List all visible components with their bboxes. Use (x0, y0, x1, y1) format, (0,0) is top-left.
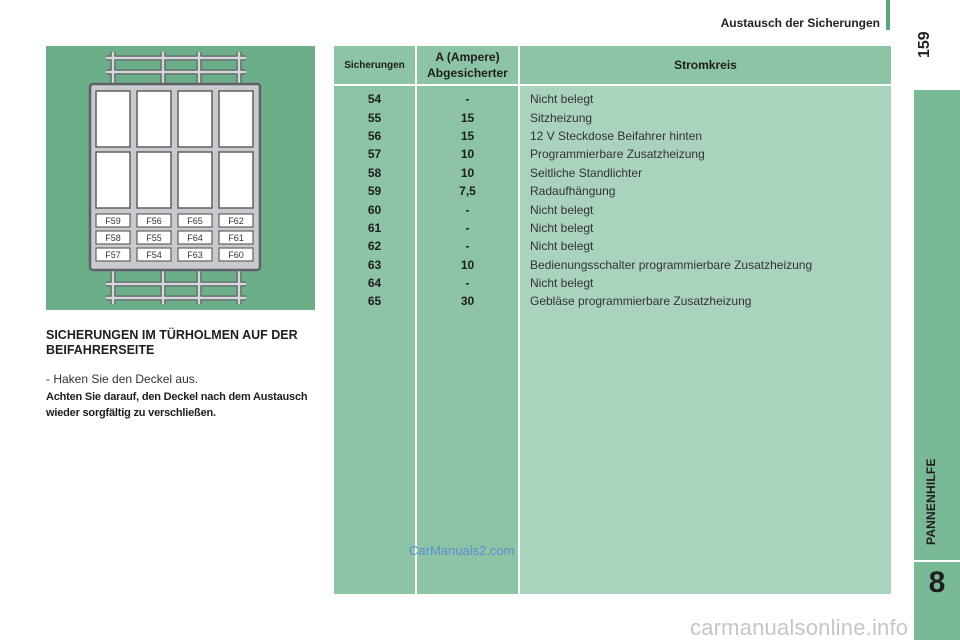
circuit-name: 12 V Steckdose Beifahrer hinten (530, 128, 703, 143)
fuse-slot-label: F65 (187, 216, 203, 226)
ampere-value: 15 (460, 110, 475, 125)
fuse-box-illustration (46, 46, 315, 310)
fuse-slot-label: F55 (146, 233, 162, 243)
fuse-slot (219, 214, 253, 227)
header-circuit: Stromkreis (674, 58, 737, 72)
watermark-small[interactable]: CarManuals2.com (409, 543, 515, 558)
fuse-slot-label: F60 (228, 250, 244, 260)
circuit-name: Nicht belegt (530, 220, 594, 235)
table-row (334, 219, 891, 237)
side-tab-divider (914, 560, 960, 562)
circuit-name: Sitzheizung (530, 110, 593, 125)
table-row (334, 182, 891, 200)
fuse-number: 58 (367, 165, 382, 180)
ampere-value: 7,5 (459, 184, 476, 199)
circuit-name: Nicht belegt (530, 202, 594, 217)
fuse-slot (137, 248, 171, 261)
header-ampere: A (Ampere) Abgesicherter (427, 50, 508, 80)
fuse-slot (137, 214, 171, 227)
fuse-number: 55 (367, 110, 382, 125)
circuit-name: Gebläse programmierbare Zusatzheizung (530, 294, 752, 309)
ampere-value: - (465, 92, 470, 107)
ampere-value: 10 (460, 147, 475, 162)
table-row (334, 292, 891, 310)
ampere-value: 10 (460, 257, 475, 272)
ampere-value: - (465, 220, 470, 235)
circuit-name: Nicht belegt (530, 92, 594, 107)
fuse-box-drawing (46, 46, 315, 310)
header-rule (886, 0, 890, 30)
fuse-slot (178, 248, 212, 261)
warning-note: Achten Sie darauf, den Deckel nach dem Austausch wieder sorgfältig zu verschließen. (46, 391, 308, 419)
fuse-number: 60 (367, 202, 382, 217)
fuse-slot (96, 248, 130, 261)
table-row (334, 108, 891, 126)
circuit-name: Programmierbare Zusatzheizung (530, 147, 705, 162)
table-row (334, 145, 891, 163)
fuse-number: 64 (367, 276, 382, 291)
circuit-name: Seitliche Standlichter (530, 165, 643, 180)
table-row (334, 127, 891, 145)
circuit-name: Nicht belegt (530, 276, 594, 291)
circuit-name: Radaufhängung (530, 184, 616, 199)
fuse-slot-label: F63 (187, 250, 203, 260)
fuse-number: 65 (367, 294, 382, 309)
fuse-number: 61 (367, 220, 382, 235)
ampere-value: - (465, 276, 470, 291)
fuse-slot (219, 231, 253, 244)
fuse-slot (96, 231, 130, 244)
chapter-number: 8 (928, 566, 946, 599)
fuse-slot-label: F58 (105, 233, 121, 243)
chapter-side-tab (914, 90, 960, 640)
fuse-number: 57 (367, 147, 382, 162)
chapter-label: PANNENHILFE (924, 458, 938, 545)
fuse-slot (219, 248, 253, 261)
ampere-value: - (465, 202, 470, 217)
circuit-name: Nicht belegt (530, 239, 594, 254)
fuse-number: 54 (367, 92, 382, 107)
fuse-number: 62 (367, 239, 382, 254)
header-fuses: Sicherungen (344, 59, 405, 71)
fuse-slot (178, 214, 212, 227)
fuse-table-body (334, 90, 891, 311)
table-row (334, 256, 891, 274)
section-heading: SICHERUNGEN IM TÜRHOLMEN AUF DER BEIFAHRERSEITE (46, 328, 298, 357)
fuse-number: 59 (367, 184, 382, 199)
fuse-slot (178, 231, 212, 244)
fuse-slot (96, 214, 130, 227)
fuse-number: 63 (367, 257, 382, 272)
instruction-text: - Haken Sie den Deckel aus. (46, 372, 199, 386)
ampere-value: - (465, 239, 470, 254)
fuse-slot-label: F61 (228, 233, 244, 243)
fuse-number: 56 (367, 128, 382, 143)
fuse-slot-label: F59 (105, 216, 121, 226)
page-number: 159 (916, 31, 933, 58)
header-divider (334, 84, 891, 86)
table-row (334, 274, 891, 292)
fuse-slot-label: F64 (187, 233, 203, 243)
table-row (334, 237, 891, 255)
ampere-value: 30 (460, 294, 475, 309)
fuse-slot-label: F62 (228, 216, 244, 226)
watermark-large[interactable]: carmanualsonline.info (690, 615, 909, 640)
table-row (334, 90, 891, 108)
table-row (334, 200, 891, 218)
circuit-name: Bedienungsschalter programmierbare Zusatzheizung (530, 257, 813, 272)
fuse-slot-label: F56 (146, 216, 162, 226)
fuse-slot (137, 231, 171, 244)
table-row (334, 164, 891, 182)
ampere-value: 10 (460, 165, 475, 180)
fuse-slot-label: F57 (105, 250, 121, 260)
fuse-slot-label: F54 (146, 250, 162, 260)
ampere-value: 15 (460, 128, 475, 143)
running-header: Austausch der Sicherungen (720, 16, 880, 30)
